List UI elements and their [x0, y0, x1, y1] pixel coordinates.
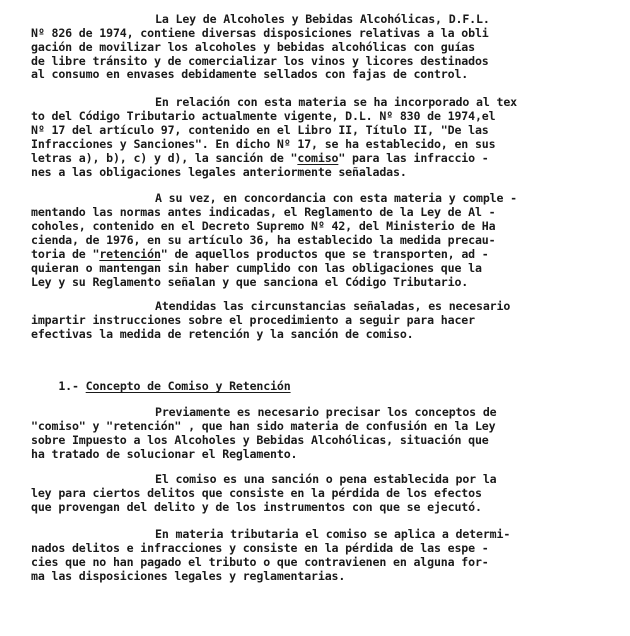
- text-line: A su vez, en concordancia con esta materia y comple -: [155, 191, 517, 205]
- text-line: Nº 17 del artículo 97, contenido en el Libro II, Título II, "De las: [31, 123, 489, 137]
- section-heading: [31, 364, 291, 393]
- text-line: gación de movilizar los alcoholes y bebidas alcohólicas con guías: [31, 40, 475, 54]
- text-line: toria de "retención" de aquellos productos que se transporten, ad -: [31, 247, 489, 261]
- text-line: mentando las normas antes indicadas, el Reglamento de la Ley de Al -: [31, 205, 496, 219]
- text-line: Nº 826 de 1974, contiene diversas disposiciones relativas a la obli: [31, 26, 489, 40]
- text-line: En materia tributaria el comiso se aplica a determi-: [155, 527, 511, 541]
- text-line: efectivas la medida de retención y la sanción de comiso.: [31, 327, 414, 341]
- text-line: La Ley de Alcoholes y Bebidas Alcohólicas, D.F.L.: [155, 12, 490, 26]
- text-line: nes a las obligaciones legales anteriormente señaladas.: [31, 165, 407, 179]
- underlined-term: retención: [99, 247, 161, 261]
- text-line: cienda, de 1976, en su artículo 36, ha establecido la medida precau-: [31, 233, 496, 247]
- text-line: El comiso es una sanción o pena establecida por la: [155, 472, 497, 486]
- text-line: Ley y su Reglamento señalan y que sanciona el Código Tributario.: [31, 275, 469, 289]
- text-line: ley para ciertos delitos que consiste en la pérdida de los efectos: [31, 486, 482, 500]
- text-line: En relación con esta materia se ha incorporado al tex: [155, 95, 517, 109]
- text-line: Atendidas las circunstancias señaladas, es necesario: [155, 299, 511, 313]
- text-line: "comiso" y "retención" , que han sido materia de confusión en la Ley: [31, 419, 496, 433]
- text-line: nados delitos e infracciones y consiste en la pérdida de las espe -: [31, 541, 489, 555]
- text-line: Previamente es necesario precisar los conceptos de: [155, 405, 497, 419]
- text-line: cies que no han pagado el tributo o que contravienen en alguna for-: [31, 555, 489, 569]
- text-line: sobre Impuesto a los Alcoholes y Bebidas Alcohólicas, situación que: [31, 433, 489, 447]
- text-line: letras a), b), c) y d), la sanción de "comiso" para las infraccio -: [31, 151, 489, 165]
- text-line: to del Código Tributario actualmente vigente, D.L. Nº 830 de 1974,el: [31, 109, 496, 123]
- text-line: ha tratado de solucionar el Reglamento.: [31, 447, 298, 461]
- text-line: quieran o mantengan sin haber cumplido con las obligaciones que la: [31, 261, 482, 275]
- text-line: ma las disposiciones legales y reglamentarias.: [31, 569, 346, 583]
- section-title: Concepto de Comiso y Retención: [85, 379, 291, 393]
- text-line: impartir instrucciones sobre el procedimiento a seguir para hacer: [31, 313, 475, 327]
- section-number: 1.-: [58, 379, 79, 393]
- text-line: al consumo en envases debidamente sellados con fajas de control.: [31, 67, 469, 81]
- underlined-term: comiso: [297, 151, 339, 165]
- text-line: de libre tránsito y de comercializar los vinos y licores destinados: [31, 54, 489, 68]
- text-line: Infracciones y Sanciones". En dicho Nº 17, se ha establecido, en sus: [31, 137, 496, 151]
- text-line: coholes, contenido en el Decreto Supremo Nº 42, del Ministerio de Ha: [31, 219, 496, 233]
- text-line: que provengan del delito y de los instrumentos con que se ejecutó.: [31, 500, 482, 514]
